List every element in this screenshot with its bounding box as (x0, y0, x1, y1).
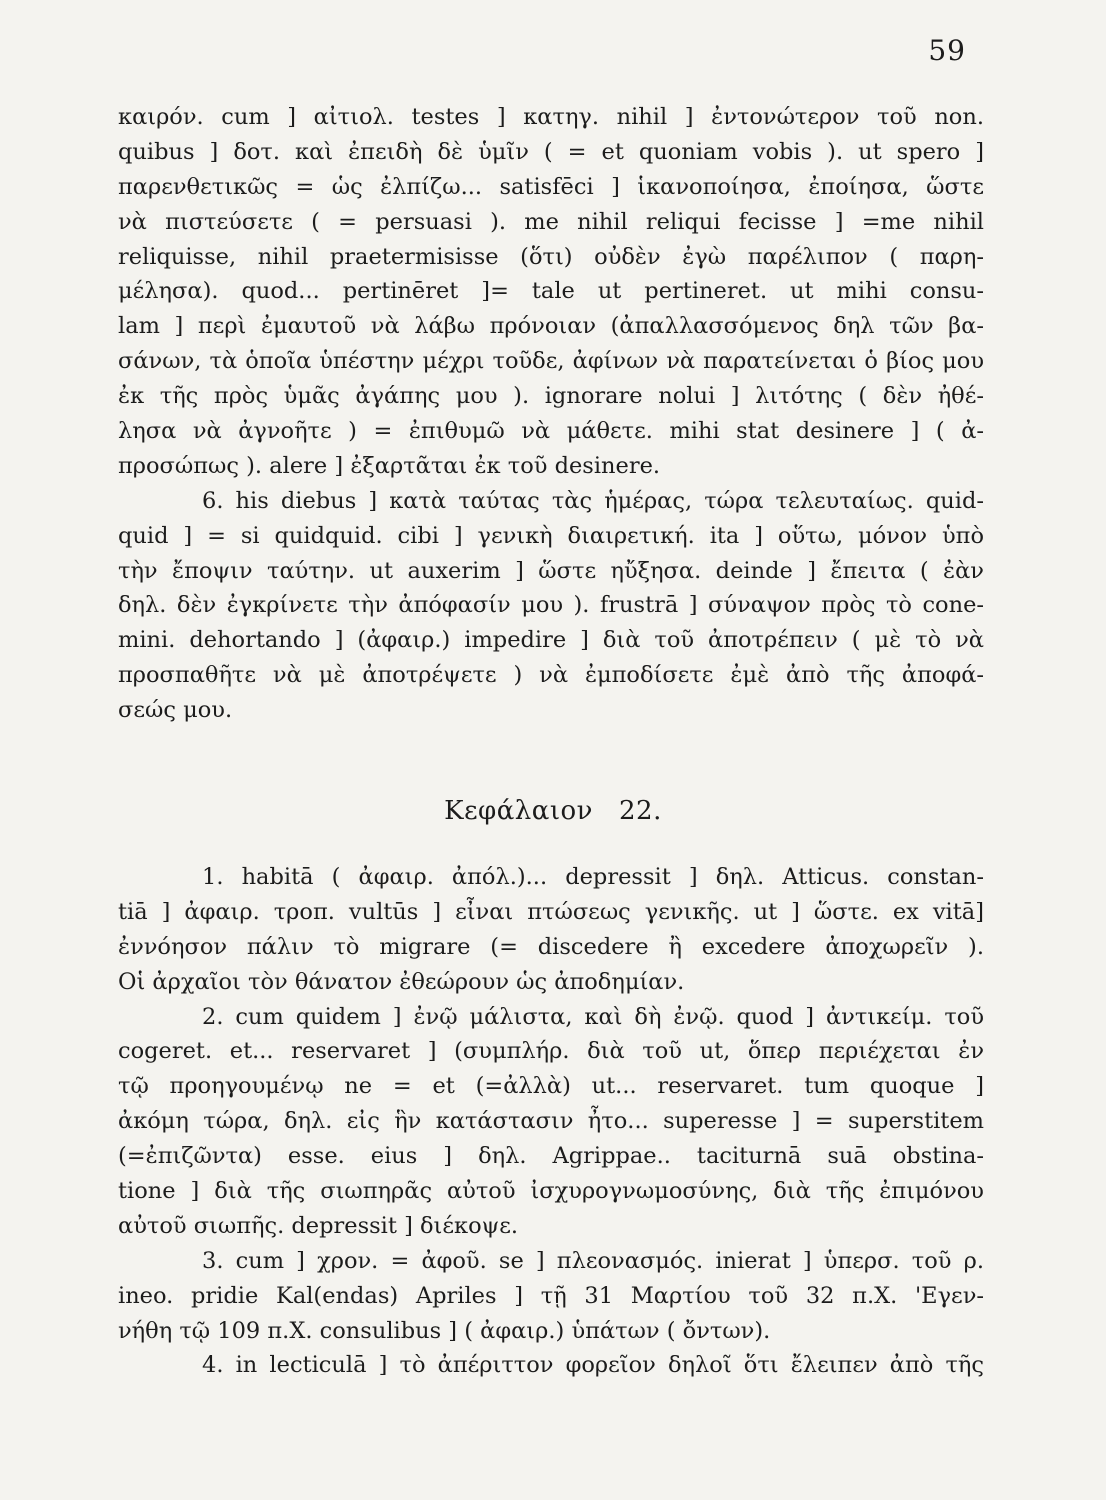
text-line: lam ] περὶ ἐμαυτοῦ νὰ λάβω πρόνοιαν (ἀπαλλασσόμενος δηλ τῶν βα- (118, 313, 984, 340)
text-line: quid ] = si quidquid. cibi ] γενικὴ διαιρετική. ita ] οὕτω, μόνον ὑπὸ (118, 522, 984, 549)
text-line: προσπαθῆτε νὰ μὲ ἀποτρέψετε ) νὰ ἐμποδίσετε ἐμὲ ἀπὸ τῆς ἀποφά- (118, 662, 984, 689)
text-line: (=ἐπιζῶντα) esse. eius ] δηλ. Agrippae.. taciturnā suā obstina- (118, 1143, 984, 1170)
text-line: ἐννόησον πάλιν τὸ migrare (= discedere ἢ excedere ἀποχωρεῖν ). (118, 933, 984, 960)
text-line: μέλησα). quod... pertinēret ]= tale ut pertineret. ut mihi consu- (118, 278, 984, 305)
commentary-section-21 (118, 100, 984, 728)
page-number: 59 (928, 34, 966, 67)
text-line: 2. cum quidem ] ἐνῷ μάλιστα, καὶ δὴ ἐνῷ. quod ] ἀντικείμ. τοῦ (202, 1003, 984, 1030)
text-line: τὴν ἔποψιν ταύτην. ut auxerim ] ὥστε ηὔξησα. deinde ] ἔπειτα ( ἐὰν (118, 557, 984, 584)
text-line: δηλ. δὲν ἐγκρίνετε τὴν ἀπόφασίν μου ). frustrā ] σύναψον πρὸς τὸ cone- (118, 592, 984, 619)
text-line: ἀκόμη τώρα, δηλ. εἰς ἣν κατάστασιν ἦτο... superesse ] = superstitem (118, 1108, 984, 1135)
text-line: 1. habitā ( ἀφαιρ. ἀπόλ.)... depressit ] δηλ. Atticus. constan- (202, 864, 984, 890)
text-line: σεώς μου. (118, 697, 233, 724)
commentary-section-22 (118, 860, 984, 1383)
text-line: 3. cum ] χρον. = ἀφοῦ. se ] πλεονασμός. inierat ] ὑπερσ. τοῦ ρ. (202, 1247, 984, 1274)
text-line: σάνων, τὰ ὁποῖα ὑπέστην μέχρι τοῦδε, ἀφίνων νὰ παρατείνεται ὁ βίος μου (118, 348, 984, 375)
text-line: mini. dehortando ] (ἀφαιρ.) impedire ] διὰ τοῦ ἀποτρέπειν ( μὲ τὸ νὰ (118, 627, 984, 654)
text-line: ἐκ τῆς πρὸς ὑμᾶς ἀγάπης μου ). ignorare nolui ] λιτότης ( δὲν ἠθέ- (118, 383, 984, 410)
text-line: cogeret. et... reservaret ] (συμπλήρ. διὰ τοῦ ut, ὅπερ περιέχεται ἐν (118, 1038, 984, 1065)
text-line: 6. his diebus ] κατὰ ταύτας τὰς ἡμέρας, τώρα τελευταίως. quid- (202, 487, 984, 514)
text-line: παρενθετικῶς = ὡς ἐλπίζω... satisfēci ] ἱκανοποίησα, ἐποίησα, ὥστε (118, 173, 984, 200)
text-line: τῷ προηγουμένῳ ne = et (=ἀλλὰ) ut... reservaret. tum quoque ] (118, 1073, 984, 1100)
text-line: tiā ] ἀφαιρ. τροπ. vultūs ] εἶναι πτώσεως γενικῆς. ut ] ὥστε. ex vitā] (118, 898, 984, 925)
text-line: νήθη τῷ 109 π.Χ. consulibus ] ( ἀφαιρ.) ὑπάτων ( ὄντων). (118, 1317, 771, 1344)
text-line: tione ] διὰ τῆς σιωπηρᾶς αὐτοῦ ἰσχυρογνωμοσύνης, διὰ τῆς ἐπιμόνου (118, 1178, 984, 1205)
chapter-heading-number: 22. (619, 796, 662, 826)
text-line: 4. in lecticulā ] τὸ ἀπέριττον φορεῖον δηλοῖ ὅτι ἔλειπεν ἀπὸ τῆς (202, 1352, 984, 1379)
text-line: καιρόν. cum ] αἰτιολ. testes ] κατηγ. nihil ] ἐντονώτερον τοῦ non. (118, 104, 984, 130)
text-line: ineo. pridie Kal(endas) Apriles ] τῇ 31 Μαρτίου τοῦ 32 π.Χ. 'Εγεν- (118, 1282, 984, 1309)
text-line: νὰ πιστεύσετε ( = persuasi ). me nihil reliqui fecisse ] =me nihil (118, 208, 984, 235)
text-line: λησα νὰ ἀγνοῆτε ) = ἐπιθυμῶ νὰ μάθετε. mihi stat desinere ] ( ἀ- (118, 418, 984, 445)
text-line: αὐτοῦ σιωπῆς. depressit ] διέκοψε. (118, 1212, 519, 1239)
text-line: Οἱ ἀρχαῖοι τὸν θάνατον ἐθεώρουν ὡς ἀποδημίαν. (118, 968, 685, 995)
chapter-heading-label: Κεφάλαιον (444, 796, 593, 826)
text-line: προσώπως ). alere ] ἐξαρτᾶται ἐκ τοῦ desinere. (118, 452, 661, 479)
text-line: quibus ] δοτ. καὶ ἐπειδὴ δὲ ὑμῖν ( = et quoniam vobis ). ut spero ] (118, 138, 984, 165)
text-line: reliquisse, nihil praetermisisse (ὅτι) οὐδὲν ἐγὼ παρέλιπον ( παρη- (118, 243, 984, 270)
chapter-heading (0, 796, 1106, 826)
